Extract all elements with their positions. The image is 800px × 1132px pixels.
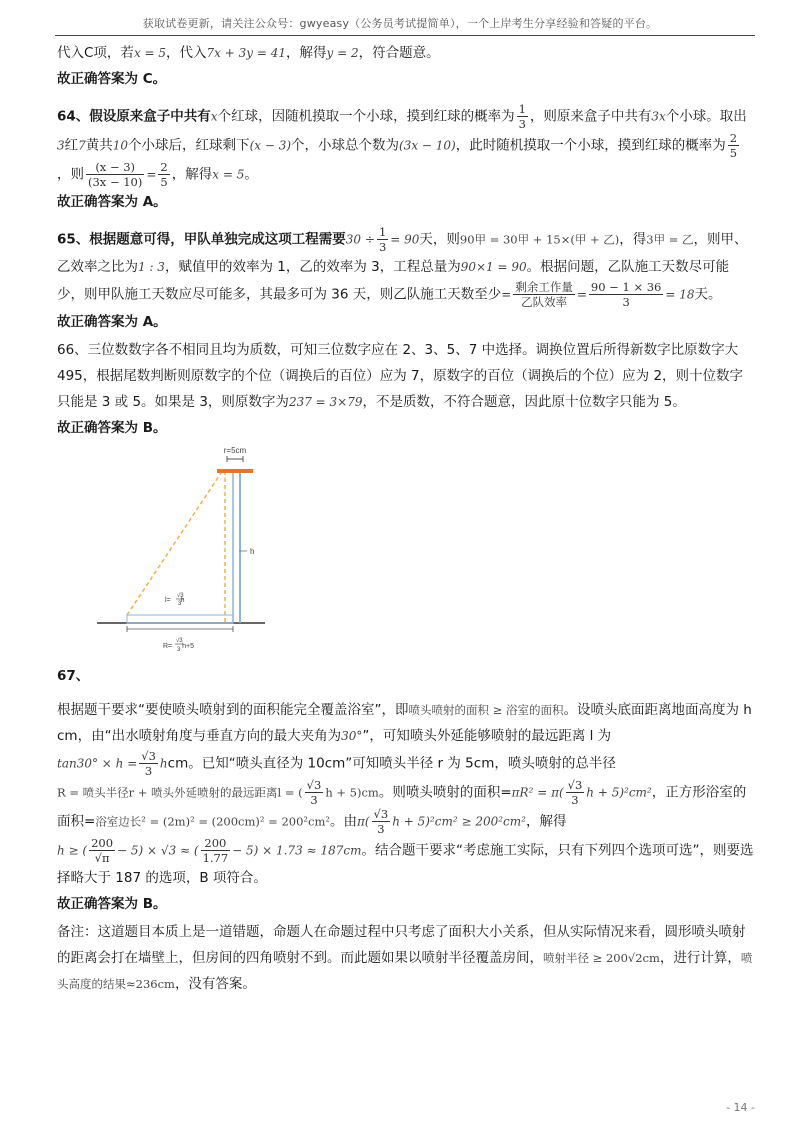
fraction: $\frac{1}{3}$	[378, 225, 387, 254]
document-body	[57, 40, 754, 997]
fraction: $\frac{√3}{3}$	[373, 807, 389, 836]
question-67-number: 67、	[57, 668, 90, 684]
fraction: $\frac{200}{√\pi}$	[91, 836, 114, 865]
label-R: R= h+5	[163, 643, 195, 650]
sprinkler-diagram-svg	[57, 443, 754, 663]
label-l: l= h	[165, 597, 185, 604]
question-65-solution: 65、根据题意可得，甲队单独完成这项工程需要30 ÷ $\frac{1}{3}$ = 90天，则90甲 = 30甲 + 15×(甲 + 乙)，得3甲 = 乙，则甲、乙效率之比为1 : 3，赋值甲的效率为 1，乙的效率为 3，工程总量为90×1 = 90。根据问题，乙队施工天数尽可能少，则甲队施工天数应尽可能多，其最多可为 36 天，则乙队施工天数至少= $\frac{\text{剩余工作量}}{\text{乙队效率}}$ = $\frac{90 - 1 \times 36}{3}$ = 18天。	[57, 225, 748, 309]
svg-text:3: 3	[177, 647, 181, 653]
svg-text:3: 3	[178, 601, 182, 607]
label-radius: r=5cm	[223, 446, 247, 455]
fraction: $\frac{\text{剩余工作量}}{\text{乙队效率}}$	[515, 280, 573, 309]
question-64-solution: 64、假设原来盒子中共有x个红球，因随机摸取一个小球，摸到红球的概率为 $\frac{1}{3}$ ，则原来盒子中共有3x个小球。取出3红7黄共10个小球后，红球剩下(x − 3)个，小球总个数为(3x − 10)，此时随机摸取一个小球，摸到红球的概率为 $\frac{2}{5}$ ，则 $\frac{(x - 3)}{(3x - 10)}$ = $\frac{2}{5}$ ，解得x = 5。	[57, 102, 747, 189]
svg-text:√3: √3	[176, 638, 183, 644]
svg-text:√3: √3	[177, 593, 184, 599]
question-66-solution: 66、三位数数字各不相同且均为质数，可知三位数字应在 2、3、5、7 中选择。调换位置后所得新数字比原数字大 495，根据尾数判断则原数字的个位（调换后的百位）应为 7，原数字的百位（调换后的个位）应为 2，则十位数字只能是 3 或 5。如果是 3，则原数字为237 = 3×79，不是质数，不符合题意，因此原十位数字只能为 5。	[57, 342, 744, 410]
page-number: - 14 -	[726, 1101, 755, 1114]
answer-67: 故正确答案为 B。	[57, 896, 167, 912]
question-67-solution: 根据题干要求“要使喷头喷射到的面积能完全覆盖浴室”，即喷头喷射的面积 ≥ 浴室的面积。设喷头底面距离地面高度为 h cm，由“出水喷射角度与垂直方向的最大夹角为30°”，可知喷头外延能够喷射的最远距离 l 为 tan30° × h = $\frac{√3}{3}$ hcm。已知“喷头直径为 10cm”可知喷头半径 r 为 5cm，喷头喷射的总半径 R = 喷头半径r + 喷头外延喷射的最远距离l = ( $\frac{√3}{3}$ h + 5)cm。则喷头喷射的面积=πR² = π( $\frac{√3}{3}$ h + 5)²cm²，正方形浴室的面积=浴室边长² = (2m)² = (200cm)² = 200²cm²。由π( $\frac{√3}{3}$ h + 5)²cm² ≥ 200²cm²，解得 h ≥ ( $\frac{200}{√\pi}$ − 5) × √3 ≈ ( $\frac{200}{1.77}$ − 5) × 1.73 ≈ 187cm。结合题干要求“考虑施工实际，只有下列四个选项可选”，则要选择略大于 187 的选项，B 项符合。	[57, 702, 754, 886]
fraction: $\frac{90 - 1 \times 36}{3}$	[590, 280, 662, 309]
answer-63: 故正确答案为 C。	[57, 71, 167, 87]
fraction: $\frac{200}{1.77}$	[202, 836, 229, 865]
fraction: $\frac{1}{3}$	[518, 102, 526, 131]
sprinkler-diagram	[57, 443, 754, 663]
fraction: $\frac{2}{5}$	[160, 160, 168, 189]
label-height: h	[250, 547, 255, 556]
fraction: $\frac{2}{5}$	[729, 131, 738, 160]
fraction: $\frac{√3}{3}$	[141, 749, 156, 778]
fraction: $\frac{√3}{3}$	[567, 778, 583, 807]
answer-66: 故正确答案为 B。	[57, 420, 167, 436]
spray-distance-box	[127, 615, 233, 623]
header-divider	[55, 35, 755, 36]
answer-64: 故正确答案为 A。	[57, 194, 167, 210]
fraction: $\frac{(x - 3)}{(3x - 10)}$	[88, 160, 143, 189]
fraction: $\frac{√3}{3}$	[306, 778, 322, 807]
remark-paragraph: 备注：这道题目本质上是一道错题，命题人在命题过程中只考虑了面积大小关系，但从实际情况来看，圆形喷头喷射的距离会打在墙壁上，但房间的四角喷射不到。而此题如果以喷射半径覆盖房间，喷射半径 ≥ 200√2cm，进行计算，喷头高度的结果≈236cm，没有答案。	[57, 924, 753, 992]
intro-paragraph: 代入C项，若x = 5，代入7x + 3y = 41，解得y = 2，符合题意。	[57, 45, 440, 61]
spray-line	[127, 473, 221, 615]
answer-65: 故正确答案为 A。	[57, 314, 167, 330]
page-header: 获取试卷更新，请关注公众号：gwyeasy（公务员考试提简单），一个上岸考生分享经验和答疑的平台。	[142, 17, 658, 30]
